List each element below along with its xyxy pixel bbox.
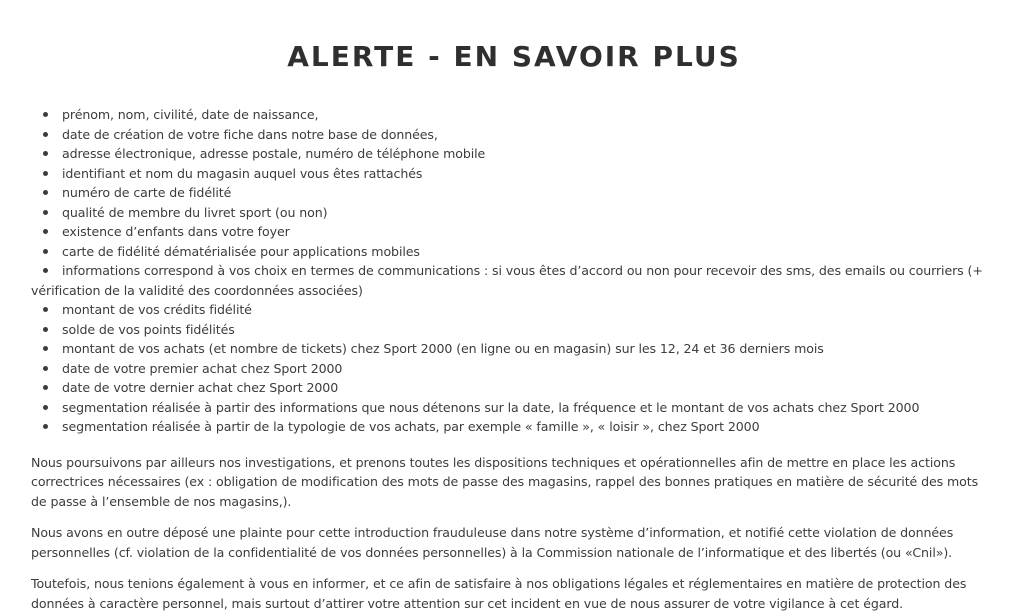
list-item — [31, 320, 997, 340]
list-item — [31, 183, 997, 203]
personal-data-list — [31, 105, 997, 437]
information-paragraph: Toutefois, nous tenions également à vous en informer, et ce afin de satisfaire à nos obligations légales et réglementaires en matière de protection des données à caractère personnel, mais surtout d’attirer votre attention sur cet incident en vue de nous assurer de votre vigilance à cet égard. — [31, 576, 967, 611]
bullet-icon — [43, 210, 48, 215]
list-item — [31, 125, 997, 145]
list-item-text: existence d’enfants dans votre foyer — [62, 224, 290, 239]
bullet-icon — [43, 424, 48, 429]
bullet-icon — [43, 190, 48, 195]
investigation-paragraph: Nous poursuivons par ailleurs nos investigations, et prenons toutes les dispositions techniques et opérationnelles afin de mettre en place les actions correctrices nécessaires (ex : obligation de modification des mots de passe des magasins, rappel des bonnes pratiques en matière de sécurité des mots de passe à l’ensemble de nos magasins,). — [31, 454, 979, 509]
bullet-icon — [43, 229, 48, 234]
bullet-icon — [43, 405, 48, 410]
bullet-icon — [43, 112, 48, 117]
list-item — [31, 300, 997, 320]
list-item-text: qualité de membre du livret sport (ou non) — [62, 204, 328, 220]
list-item-text: identifiant et nom du magasin auquel vous êtes rattachés — [62, 165, 423, 181]
list-item — [31, 203, 997, 223]
list-item-text: segmentation réalisée à partir des informations que nous détenons sur la date, la fréquence et le montant de vos achats chez Sport 2000 — [62, 399, 920, 415]
page-title: ALERTE - EN SAVOIR PLUS — [287, 40, 741, 73]
list-item — [31, 417, 997, 437]
complaint-paragraph: Nous avons en outre déposé une plainte pour cette introduction frauduleuse dans notre système d’information, et notifié cette violation de données personnelles (cf. violation de la confidentialité de vos données personnelles) à la Commission nationale de l’informatique et des libertés (ou «Cnil»). — [31, 525, 954, 560]
list-item-text: segmentation réalisée à partir de la typologie de vos achats, par exemple « famille », « loisir », chez Sport 2000 — [62, 419, 760, 434]
bullet-icon — [43, 249, 48, 254]
list-item — [31, 105, 997, 125]
list-item — [31, 359, 997, 379]
list-item — [31, 261, 997, 300]
list-item-text: adresse électronique, adresse postale, numéro de téléphone mobile — [62, 146, 486, 161]
list-item — [31, 378, 997, 398]
list-item-text: prénom, nom, civilité, date de naissance, — [62, 107, 319, 122]
list-item-text: carte de fidélité dématérialisée pour applications mobiles — [62, 243, 420, 259]
list-item-text: date de votre premier achat chez Sport 2000 — [62, 360, 343, 376]
list-item-text: montant de vos achats (et nombre de tickets) chez Sport 2000 (en ligne ou en magasin) sur les 12, 24 et 36 derniers mois — [62, 341, 824, 356]
list-item — [31, 164, 997, 184]
bullet-icon — [43, 385, 48, 390]
list-item-text: informations correspond à vos choix en termes de communications : si vous êtes d’accord ou non pour recevoir des sms, des emails ou courriers (+ vérification de la validité des coordonnées associées) — [31, 263, 983, 298]
list-item — [31, 339, 997, 359]
bullet-icon — [43, 366, 48, 371]
bullet-icon — [43, 132, 48, 137]
list-item-text: numéro de carte de fidélité — [62, 185, 232, 200]
list-item-text: solde de vos points fidélités — [62, 321, 235, 337]
bullet-icon — [43, 268, 48, 273]
list-item — [31, 398, 997, 418]
list-item — [31, 222, 997, 242]
alert-page — [31, 0, 997, 613]
bullet-icon — [43, 346, 48, 351]
bullet-icon — [43, 307, 48, 312]
list-item-text: date de création de votre fiche dans notre base de données, — [62, 126, 438, 142]
list-item — [31, 242, 997, 262]
bullet-icon — [43, 327, 48, 332]
bullet-icon — [43, 171, 48, 176]
bullet-icon — [43, 151, 48, 156]
list-item — [31, 144, 997, 164]
list-item-text: montant de vos crédits fidélité — [62, 302, 252, 317]
list-item-text: date de votre dernier achat chez Sport 2000 — [62, 380, 339, 395]
